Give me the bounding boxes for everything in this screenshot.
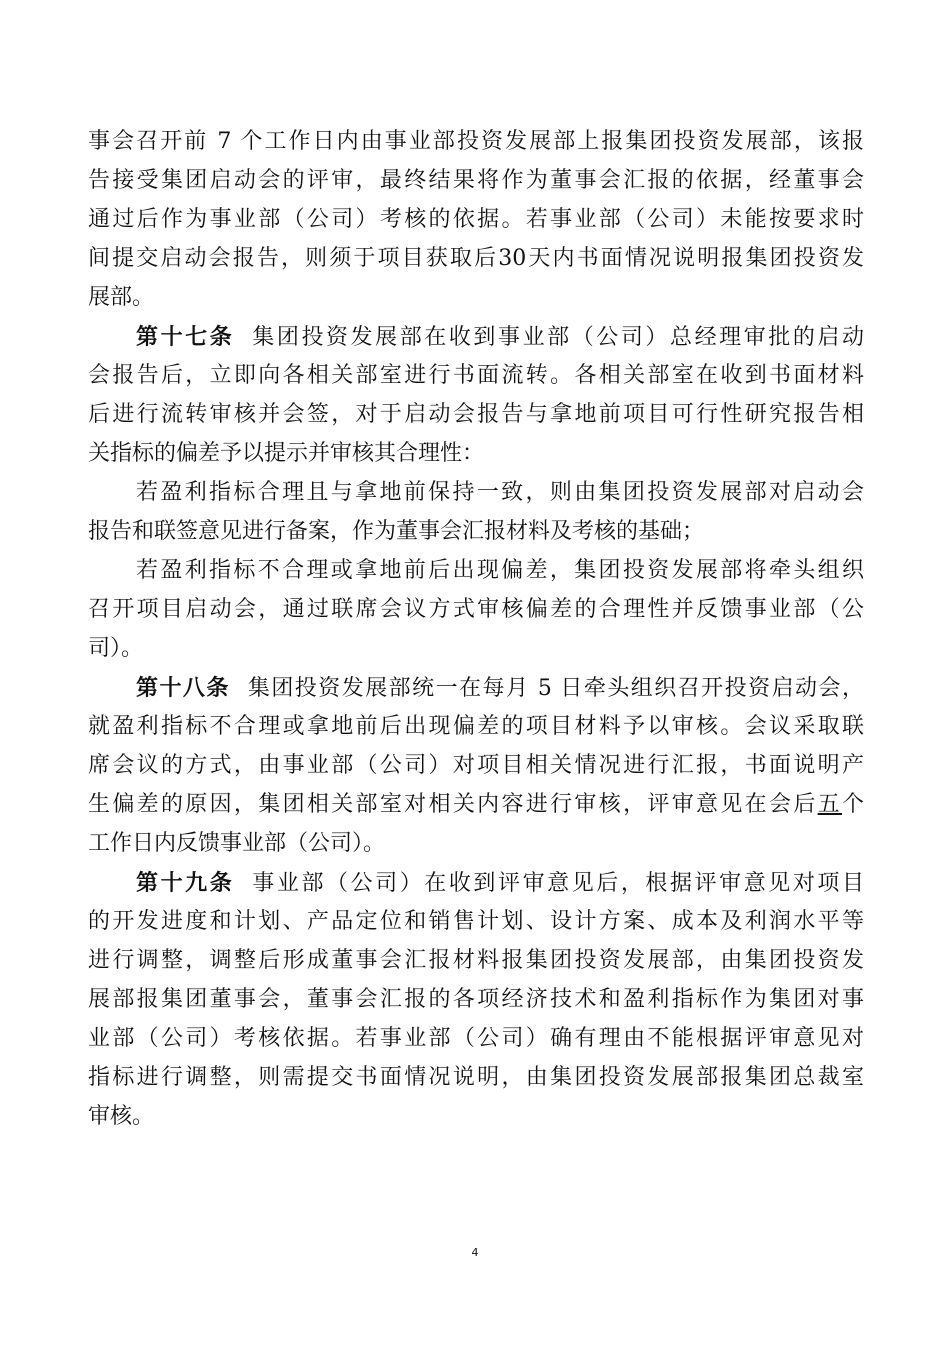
text-line: 就盈利指标不合理或拿地前后出现偏差的项目材料予以审核。会议采取联 — [88, 714, 864, 739]
article-18-title: 第十八条 — [136, 675, 230, 701]
text-line: 展部。 — [88, 285, 155, 310]
text-line: 若盈利指标不合理或拿地前后出现偏差，集团投资发展部将牵头组织 — [136, 558, 864, 583]
text-line: 通过后作为事业部（公司）考核的依据。若事业部（公司）未能按要求时 — [88, 207, 864, 232]
text-segment: 生偏差的原因，集团相关部室对相关内容进行审核，评审意见在会后 — [88, 792, 818, 817]
text-line: 进行调整，调整后形成董事会汇报材料报集团投资发展部，由集团投资发 — [88, 948, 864, 973]
text-line: 告接受集团启动会的评审，最终结果将作为董事会汇报的依据，经董事会 — [88, 168, 864, 193]
text-line: 工作日内反馈事业部（公司）。 — [88, 831, 386, 856]
article-19-line — [136, 867, 864, 899]
text-line: 间提交启动会报告，则须于项目获取后30天内书面情况说明报集团投资发 — [88, 246, 864, 271]
article-17-text: 集团投资发展部在收到事业部（公司）总经理审批的启动 — [252, 325, 864, 350]
article-19-title: 第十九条 — [136, 870, 235, 896]
article-19-text: 事业部（公司）在收到评审意见后，根据评审意见对项目 — [252, 871, 864, 896]
text-line: 审核。 — [88, 1104, 155, 1129]
text-line: 事会召开前 7 个工作日内由事业部投资发展部上报集团投资发展部，该报 — [88, 129, 864, 154]
text-line: 业部（公司）考核依据。若事业部（公司）确有理由不能根据评审意见对 — [88, 1026, 864, 1051]
text-line: 的开发进度和计划、产品定位和销售计划、设计方案、成本及利润水平等 — [88, 909, 864, 934]
article-17-title: 第十七条 — [136, 324, 235, 350]
text-line: 召开项目启动会，通过联席会议方式审核偏差的合理性并反馈事业部（公 — [88, 597, 864, 622]
article-18-line — [136, 672, 864, 704]
text-line: 席会议的方式，由事业部（公司）对项目相关情况进行汇报，书面说明产 — [88, 753, 864, 778]
text-line: 后进行流转审核并会签，对于启动会报告与拿地前项目可行性研究报告相 — [88, 402, 864, 427]
text-line: 展部报集团董事会，董事会汇报的各项经济技术和盈利指标作为集团对事 — [88, 987, 864, 1012]
article-18-text: 集团投资发展部统一在每月 5 日牵头组织召开投资启动会， — [247, 676, 864, 701]
article-17-line — [136, 321, 864, 353]
text-line: 指标进行调整，则需提交书面情况说明，由集团投资发展部报集团总裁室 — [88, 1065, 864, 1090]
text-line: 司）。 — [88, 636, 144, 661]
text-line: 会报告后，立即向各相关部室进行书面流转。各相关部室在收到书面材料 — [88, 363, 864, 388]
text-segment: 个 — [841, 792, 864, 817]
text-line: 若盈利指标合理且与拿地前保持一致，则由集团投资发展部对启动会 — [136, 480, 864, 505]
page-number: 4 — [471, 1246, 479, 1259]
text-line: 报告和联签意见进行备案，作为董事会汇报材料及考核的基础； — [88, 519, 705, 544]
text-line: 关指标的偏差予以提示并审核其合理性： — [88, 441, 485, 466]
text-line — [88, 789, 864, 821]
underlined-text: 五 — [817, 792, 842, 817]
